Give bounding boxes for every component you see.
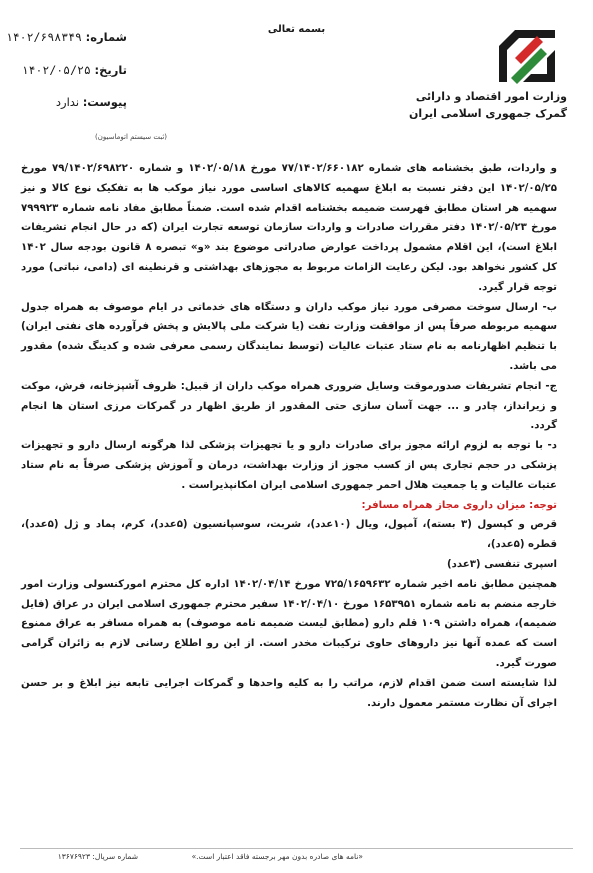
- serial-label: شماره سریال:: [92, 852, 138, 861]
- letter-attachment: [56, 95, 127, 109]
- bismillah: بسمه تعالی: [267, 24, 326, 35]
- serial-number: [58, 852, 138, 861]
- footer-divider: [20, 848, 573, 849]
- letter-number-value: ۱۴۰۲/۶۹۸۳۴۹: [5, 30, 82, 44]
- letter-date-value: ۱۴۰۲/۰۵/۲۵: [21, 63, 91, 77]
- paragraph-d: د- با توجه به لزوم ارائه مجوز برای صادرات دارو و یا تجهیزات پزشکی لذا هرگونه ارسال دارو و تجهیزات پزشکی در حجم تجاری پس از کسب مجوز از وزارت بهداشت، درمان و آموزش پزشکی صرفاً به نام ستاد عتبات عالیات و یا جمعیت هلال احمر جمهوری اسلامی ایران امکانپذیراست .: [21, 440, 557, 491]
- paragraph-e: همچنین مطابق نامه اخیر شماره ۷۲۵/۱۶۵۹۶۳۲ مورخ ۱۴۰۲/۰۴/۱۴ اداره کل محترم امورکنسولی وزارت امور خارجه منضم به نامه شماره ۱۶۵۳۹۵۱ مورخ ۱۴۰۲/۰۴/۱۰ سفیر محترم جمهوری اسلامی ایران در عراق (فایل ضمیمه)، همراه داشتن ۱۰۹ قلم دارو (مطابق لیست ضمیمه نامه موصوف) به همراه مسافر به عراق ممنوع است که عمده آنها نیز داروهای حاوی ترکیبات مخدر است. از این رو اطلاع رسانی لازم به زائران گرامی صورت گیرد.: [21, 578, 557, 669]
- paragraph-b: ب- ارسال سوخت مصرفی مورد نیاز موکب داران و دستگاه های خدماتی در ایام موصوف به همراه جدول سهمیه مربوطه صرفاً پس از موافقت وزارت نفت (یا شرکت ملی پالایش و پخش فرآورده های نفتی ایران) با تنظیم اظهارنامه به نام ستاد عتبات عالیات (توسط نمایندگان رسمی معرفی شده و کدینگ شده) مقدور می باشد.: [21, 301, 557, 372]
- paragraph-c: ج- انجام تشریفات صدورموقت وسایل ضروری همراه موکب داران از قبیل: ظروف آشپزخانه، فرش، موکت و زیرانداز، چادر و ... جهت آسان سازی حتی المقدور از طریق اظهار در گمرکات مرزی استان ها انجام گردد.: [21, 380, 557, 432]
- letter-attachment-label: پیوست:: [82, 95, 127, 109]
- paragraph-f: لذا شایسته است ضمن اقدام لازم، مراتب را به کلیه واحدها و گمرکات اجرایی تابعه نیز ابلاغ و بر حسن اجرای آن نظارت مستمر معمول دارند.: [21, 677, 557, 709]
- medicine-note-title: توجه: میزان داروی مجاز همراه مسافر:: [361, 499, 557, 511]
- letter-attachment-value: ندارد: [55, 95, 80, 109]
- org-customs: گمرک جمهوری اسلامی ایران: [408, 107, 567, 120]
- footer-disclaimer: «نامه های صادره بدون مهر برجسته فاقد اعتبار است.»: [191, 852, 363, 861]
- org-ministry: وزارت امور اقتصاد و دارائی: [415, 90, 567, 103]
- letter-body: [21, 159, 557, 713]
- letter-number: [6, 30, 127, 44]
- paragraph-intro: و واردات، طبق بخشنامه های شماره ۷۷/۱۴۰۲/۶۶۰۱۸۲ مورخ ۱۴۰۲/۰۵/۱۸ و شماره ۷۹/۱۴۰۲/۶۹۸۲۲۰ مورخ ۱۴۰۲/۰۵/۲۵ این دفتر نسبت به ابلاغ سهمیه کالاهای اساسی مورد نیاز موکب ها به تفکیک نوع کالا و نیز سهمیه هر استان مطابق فهرست ضمیمه بخشنامه اقدام شده است. ضمناً مطابق مفاد نامه شماره ۷۹۹۹۲۳ مورخ ۱۴۰۲/۰۵/۲۳ دفتر مقررات صادرات و واردات سازمان توسعه تجارت ایران (که در حال انجام تشریفات ابلاغ است)، این اقلام مشمول پرداخت عوارض صادراتی موضوع بند «و» تبصره ۸ قانون بودجه سال ۱۴۰۲ کل کشور نخواهد بود. لیکن رعایت الزامات مربوط به مجوزهای بهداشتی و قرنطینه ای (دامی، نباتی) مورد توجه قرار گیرد.: [21, 163, 558, 293]
- serial-value: ۱۳۶۷۶۹۲۳: [57, 852, 90, 861]
- automation-note: (ثبت سیستم اتوماسیون): [95, 133, 167, 141]
- medicine-note-items: قرص و کپسول (۳ بسته)، آمپول، ویال (۱۰عدد)، شربت، سوسپانسیون (۵عدد)، کرم، پماد و ژل (۵عدد)، قطره (۵عدد)،: [21, 519, 557, 551]
- customs-logo-icon: [497, 28, 557, 84]
- medicine-note-items-2: اسپری تنفسی (۳عدد): [446, 558, 557, 570]
- letter-number-label: شماره:: [85, 30, 127, 44]
- letter-date-label: تاریخ:: [94, 63, 127, 77]
- letter-date: [22, 63, 127, 77]
